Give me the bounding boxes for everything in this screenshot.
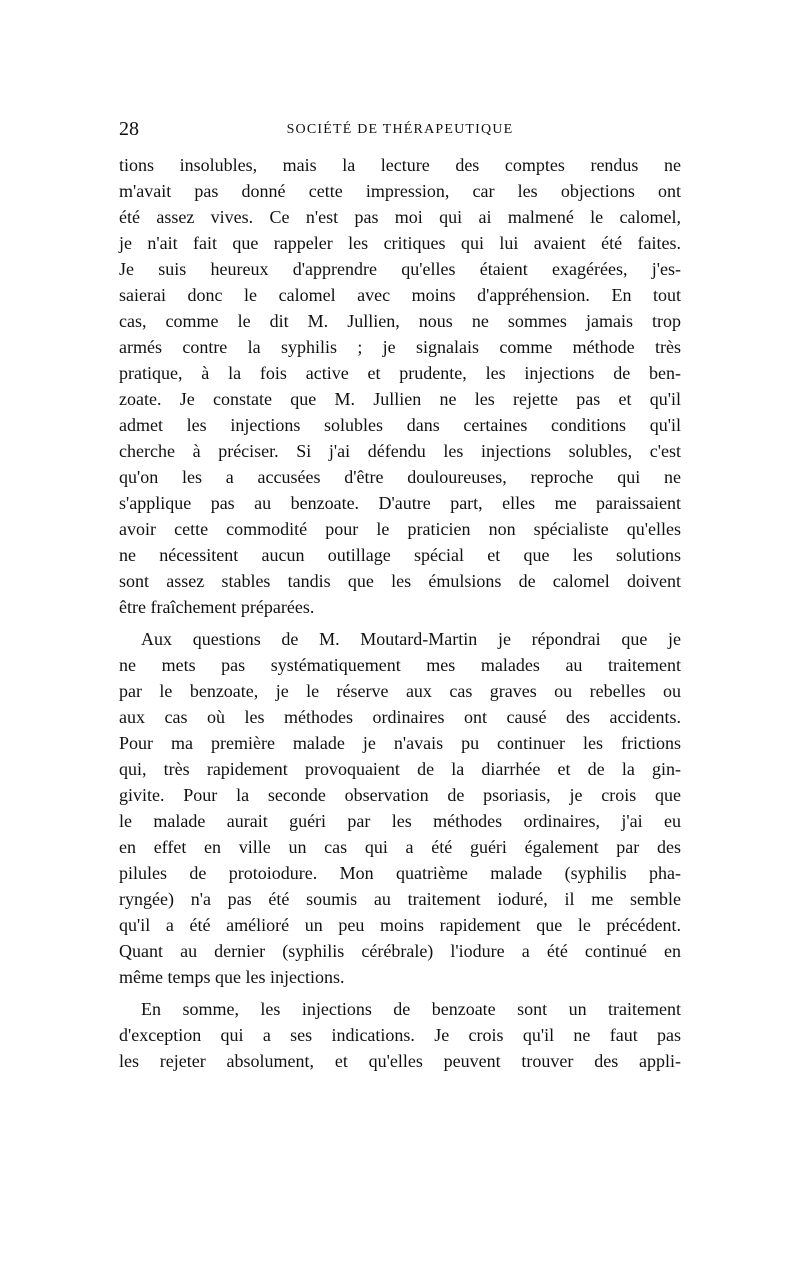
running-title: SOCIÉTÉ DE THÉRAPEUTIQUE — [286, 122, 514, 137]
page-number: 28 — [119, 118, 139, 140]
text-line: même temps que les injections. — [119, 967, 345, 987]
text-line: Pour ma première malade je n'avais pu continuer les frictions — [119, 733, 681, 753]
text-line: pilules de protoiodure. Mon quatrième malade (syphilis pha- — [119, 863, 681, 883]
text-line: s'applique pas au benzoate. D'autre part, elles me paraissaient — [119, 493, 681, 513]
text-line: cas, comme le dit M. Jullien, nous ne sommes jamais trop — [119, 311, 681, 331]
text-line: Je suis heureux d'apprendre qu'elles étaient exagérées, j'es- — [119, 259, 681, 279]
text-line: Quant au dernier (syphilis cérébrale) l'iodure a été continué en — [119, 941, 681, 961]
text-line: admet les injections solubles dans certaines conditions qu'il — [119, 415, 681, 435]
paragraph-2 — [119, 626, 681, 990]
text-line: Aux questions de M. Moutard-Martin je répondrai que je — [141, 629, 681, 649]
body-text — [119, 152, 681, 1074]
text-line: pratique, à la fois active et prudente, les injections de ben- — [119, 363, 681, 383]
text-line: le malade aurait guéri par les méthodes ordinaires, j'ai eu — [119, 811, 681, 831]
text-line: m'avait pas donné cette impression, car les objections ont — [119, 181, 681, 201]
page-header — [119, 116, 681, 142]
text-line: qu'il a été amélioré un peu moins rapidement que le précédent. — [119, 915, 681, 935]
text-line: en effet en ville un cas qui a été guéri également par des — [119, 837, 681, 857]
text-line: ne mets pas systématiquement mes malades au traitement — [119, 655, 681, 675]
text-line: je n'ait fait que rappeler les critiques qui lui avaient été faites. — [119, 233, 681, 253]
text-line: par le benzoate, je le réserve aux cas graves ou rebelles ou — [119, 681, 681, 701]
text-line: zoate. Je constate que M. Jullien ne les rejette pas et qu'il — [119, 389, 681, 409]
text-line: d'exception qui a ses indications. Je crois qu'il ne faut pas — [119, 1025, 681, 1045]
text-line: cherche à préciser. Si j'ai défendu les injections solubles, c'est — [119, 441, 681, 461]
text-line: les rejeter absolument, et qu'elles peuvent trouver des appli- — [119, 1051, 681, 1071]
text-line: sont assez stables tandis que les émulsions de calomel doivent — [119, 571, 681, 591]
text-line: aux cas où les méthodes ordinaires ont causé des accidents. — [119, 707, 681, 727]
paragraph-3 — [119, 996, 681, 1074]
text-line: être fraîchement préparées. — [119, 597, 315, 617]
text-line: saierai donc le calomel avec moins d'appréhension. En tout — [119, 285, 681, 305]
text-line: givite. Pour la seconde observation de psoriasis, je crois que — [119, 785, 681, 805]
text-line: En somme, les injections de benzoate sont un traitement — [141, 999, 681, 1019]
text-line: été assez vives. Ce n'est pas moi qui ai malmené le calomel, — [119, 207, 681, 227]
text-line: qu'on les a accusées d'être douloureuses, reproche qui ne — [119, 467, 681, 487]
text-line: avoir cette commodité pour le praticien non spécialiste qu'elles — [119, 519, 681, 539]
text-line: armés contre la syphilis ; je signalais comme méthode très — [119, 337, 681, 357]
text-line: ne nécessitent aucun outillage spécial et que les solutions — [119, 545, 681, 565]
paragraph-1 — [119, 152, 681, 620]
text-line: tions insolubles, mais la lecture des comptes rendus ne — [119, 155, 681, 175]
text-line: qui, très rapidement provoquaient de la diarrhée et de la gin- — [119, 759, 681, 779]
text-line: ryngée) n'a pas été soumis au traitement ioduré, il me semble — [119, 889, 681, 909]
